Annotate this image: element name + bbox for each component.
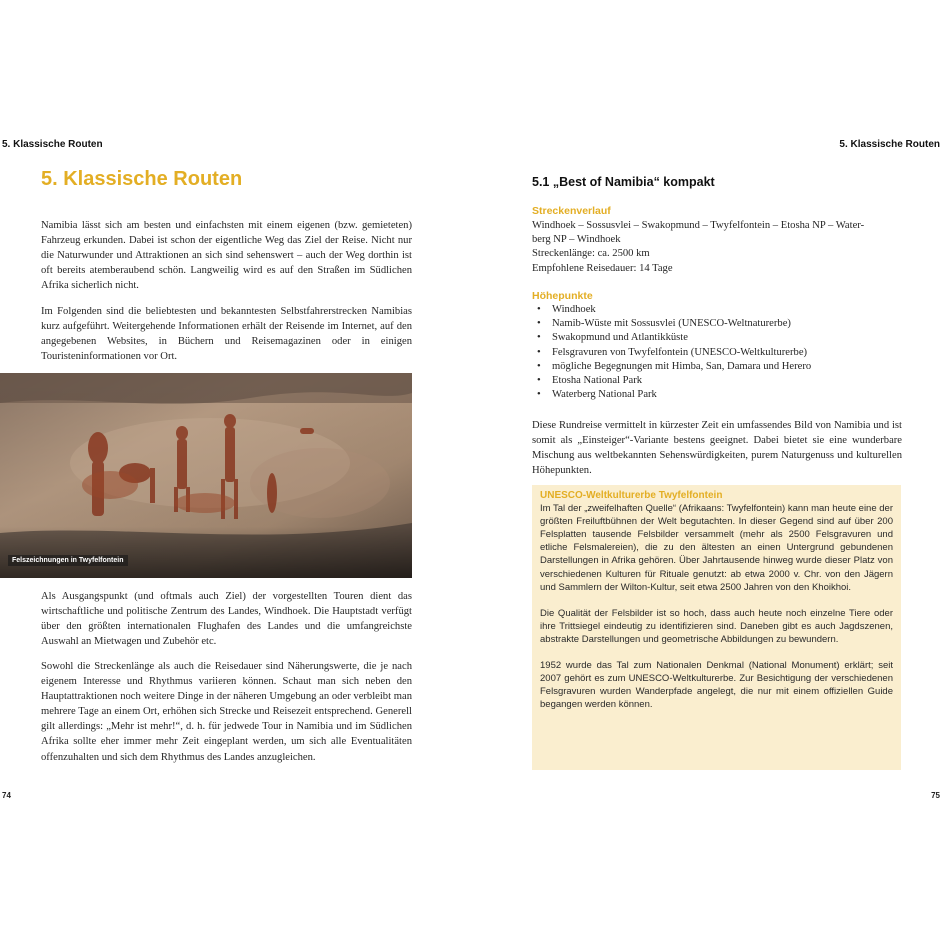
rock-painting-figure bbox=[0, 373, 412, 578]
route-duration: Empfohlene Reisedauer: 14 Tage bbox=[532, 262, 673, 274]
highlight-item: • Etosha National Park bbox=[532, 374, 902, 388]
route-line: berg NP – Windhoek bbox=[532, 234, 621, 246]
rock-painting-image bbox=[0, 373, 412, 578]
section-title: 5.1 „Best of Namibia“ kompakt bbox=[532, 175, 715, 189]
highlight-item: • Namib-Wüste mit Sossusvlei (UNESCO-Weltnaturerbe) bbox=[532, 317, 902, 331]
right-running-head: 5. Klassische Routen bbox=[839, 139, 940, 150]
highlight-item: • Waterberg National Park bbox=[532, 388, 902, 402]
route-length: Streckenlänge: ca. 2500 km bbox=[532, 248, 650, 260]
highlights-heading: Höhepunkte bbox=[532, 290, 593, 302]
starting-point-paragraph: Als Ausgangspunkt (und oftmals auch Ziel) der vorgestellten Touren dient das wirtschaftliche und politische Zentrum des Landes, Windhoek. Die Hauptstadt verfügt über den größten internationalen Flughafen des Landes und die umfangreichste Auswahl an Mietwagen und Zubehör etc. bbox=[41, 591, 412, 648]
box-paragraph: 1952 wurde das Tal zum Nationalen Denkmal (National Monument) erklärt; seit 2007 gehört es zum UNESCO-Weltkulturerbe. Zur Besichtigung der verschiedenen Felsgravuren wurden Wanderpfade angelegt, die nur mit einem offiziellen Guide begangen werden können. bbox=[540, 660, 893, 711]
chapter-title: 5. Klassische Routen bbox=[41, 168, 243, 190]
highlights-list bbox=[532, 303, 902, 402]
route-block bbox=[532, 219, 902, 276]
left-page-number: 74 bbox=[2, 791, 11, 800]
highlight-item: • Felsgravuren von Twyfelfontein (UNESCO-Weltkulturerbe) bbox=[532, 346, 902, 360]
summary-paragraph: Diese Rundreise vermittelt in kürzester Zeit ein umfassendes Bild von Namibia und ist somit als „Einsteiger“-Variante bestens geeignet. Dabei bietet sie eine wunderbare Mischung aus weltbekannten Sehenswürdigkeiten, purem Naturgenuss und kulturellen Höhepunkten. bbox=[532, 420, 902, 477]
right-page-number: 75 bbox=[931, 791, 940, 800]
duration-paragraph: Sowohl die Streckenlänge als auch die Reisedauer sind Näherungswerte, die je nach eigenem Interesse und Rhythmus variieren können. Schaut man sich neben den Hauptattraktionen noch weitere Dinge in der näheren Umgebung an oder verbleibt man mehrere Tage an einem Ort, erhöhen sich Strecke und Reisezeit entsprechend. Generell gilt allerdings: „Mehr ist mehr!“, d. h. für jedwede Tour in Namibia und im Südlichen Afrika sollte eher immer mehr Zeit eingeplant werden, um sich alle Eventualitäten offenzuhalten und sich dem Rhythmus des Landes anzugleichen. bbox=[41, 661, 412, 763]
intro-paragraph: Namibia lässt sich am besten und einfachsten mit einem eigenen (bzw. gemieteten) Fahrzeug erkunden. Dabei ist schon der eigentliche Weg das Ziel der Reise. Nicht nur die Naturwunder und Attraktionen an sich sind sehenswert – auch der Weg dorthin ist oft bereits atemberaubend schön. Langweilig wird es auf den Straßen im Südlichen Afrika sicherlich nicht. bbox=[41, 220, 412, 292]
box-paragraph: Im Tal der „zweifelhaften Quelle“ (Afrikaans: Twyfelfontein) kann man heute eine der größten Freiluftbühnen der Welt begutachten. In dieser Gegend sind auf über 200 Felsplatten tausende Felsbilder versammelt (mehr als 2500 Felsgravuren und etliche Felsmalereien), die zu den ältesten an einen Untergrund gebundenen Darstellungen in Afrika gehören. Über Jahrtausende hinweg wurde dieser Platz von verschiedenen Kulturen für Rituale genutzt: ab etwa 2000 v. Chr. von den Jägern und Sammlern der Wilton-Kultur, seit etwa 2500 Jahren von den Khoikhoi. bbox=[540, 503, 893, 593]
box-paragraph: Die Qualität der Felsbilder ist so hoch, dass auch heute noch einzelne Tiere oder ihre Trittsiegel eindeutig zu identifizieren sind. Daneben gibt es auch Jagdszenen, abstrakte Darstellungen und geometrische Abbildungen zu bewundern. bbox=[540, 607, 893, 645]
unesco-info-box bbox=[532, 485, 901, 770]
routes-paragraph: Im Folgenden sind die beliebtesten und bekanntesten Selbstfahrerstrecken Namibias kurz aufgeführt. Weitergehende Informationen erhält der Reisende im Internet, auf den angegebenen Websites, in Büchern und Reisemagazinen oder in einigen Touristeninformationen vor Ort. bbox=[41, 306, 412, 363]
image-caption: Felszeichnungen in Twyfelfontein bbox=[8, 555, 128, 566]
route-line: Windhoek – Sossusvlei – Swakopmund – Twyfelfontein – Etosha NP – Water- bbox=[532, 220, 865, 231]
box-title: UNESCO-Weltkulturerbe Twyfelfontein bbox=[540, 490, 723, 501]
route-heading: Streckenverlauf bbox=[532, 205, 611, 217]
left-running-head: 5. Klassische Routen bbox=[2, 139, 103, 150]
highlight-item: • mögliche Begegnungen mit Himba, San, Damara und Herero bbox=[532, 360, 902, 374]
highlight-item: • Windhoek bbox=[532, 303, 902, 317]
highlight-item: • Swakopmund und Atlantikküste bbox=[532, 331, 902, 345]
